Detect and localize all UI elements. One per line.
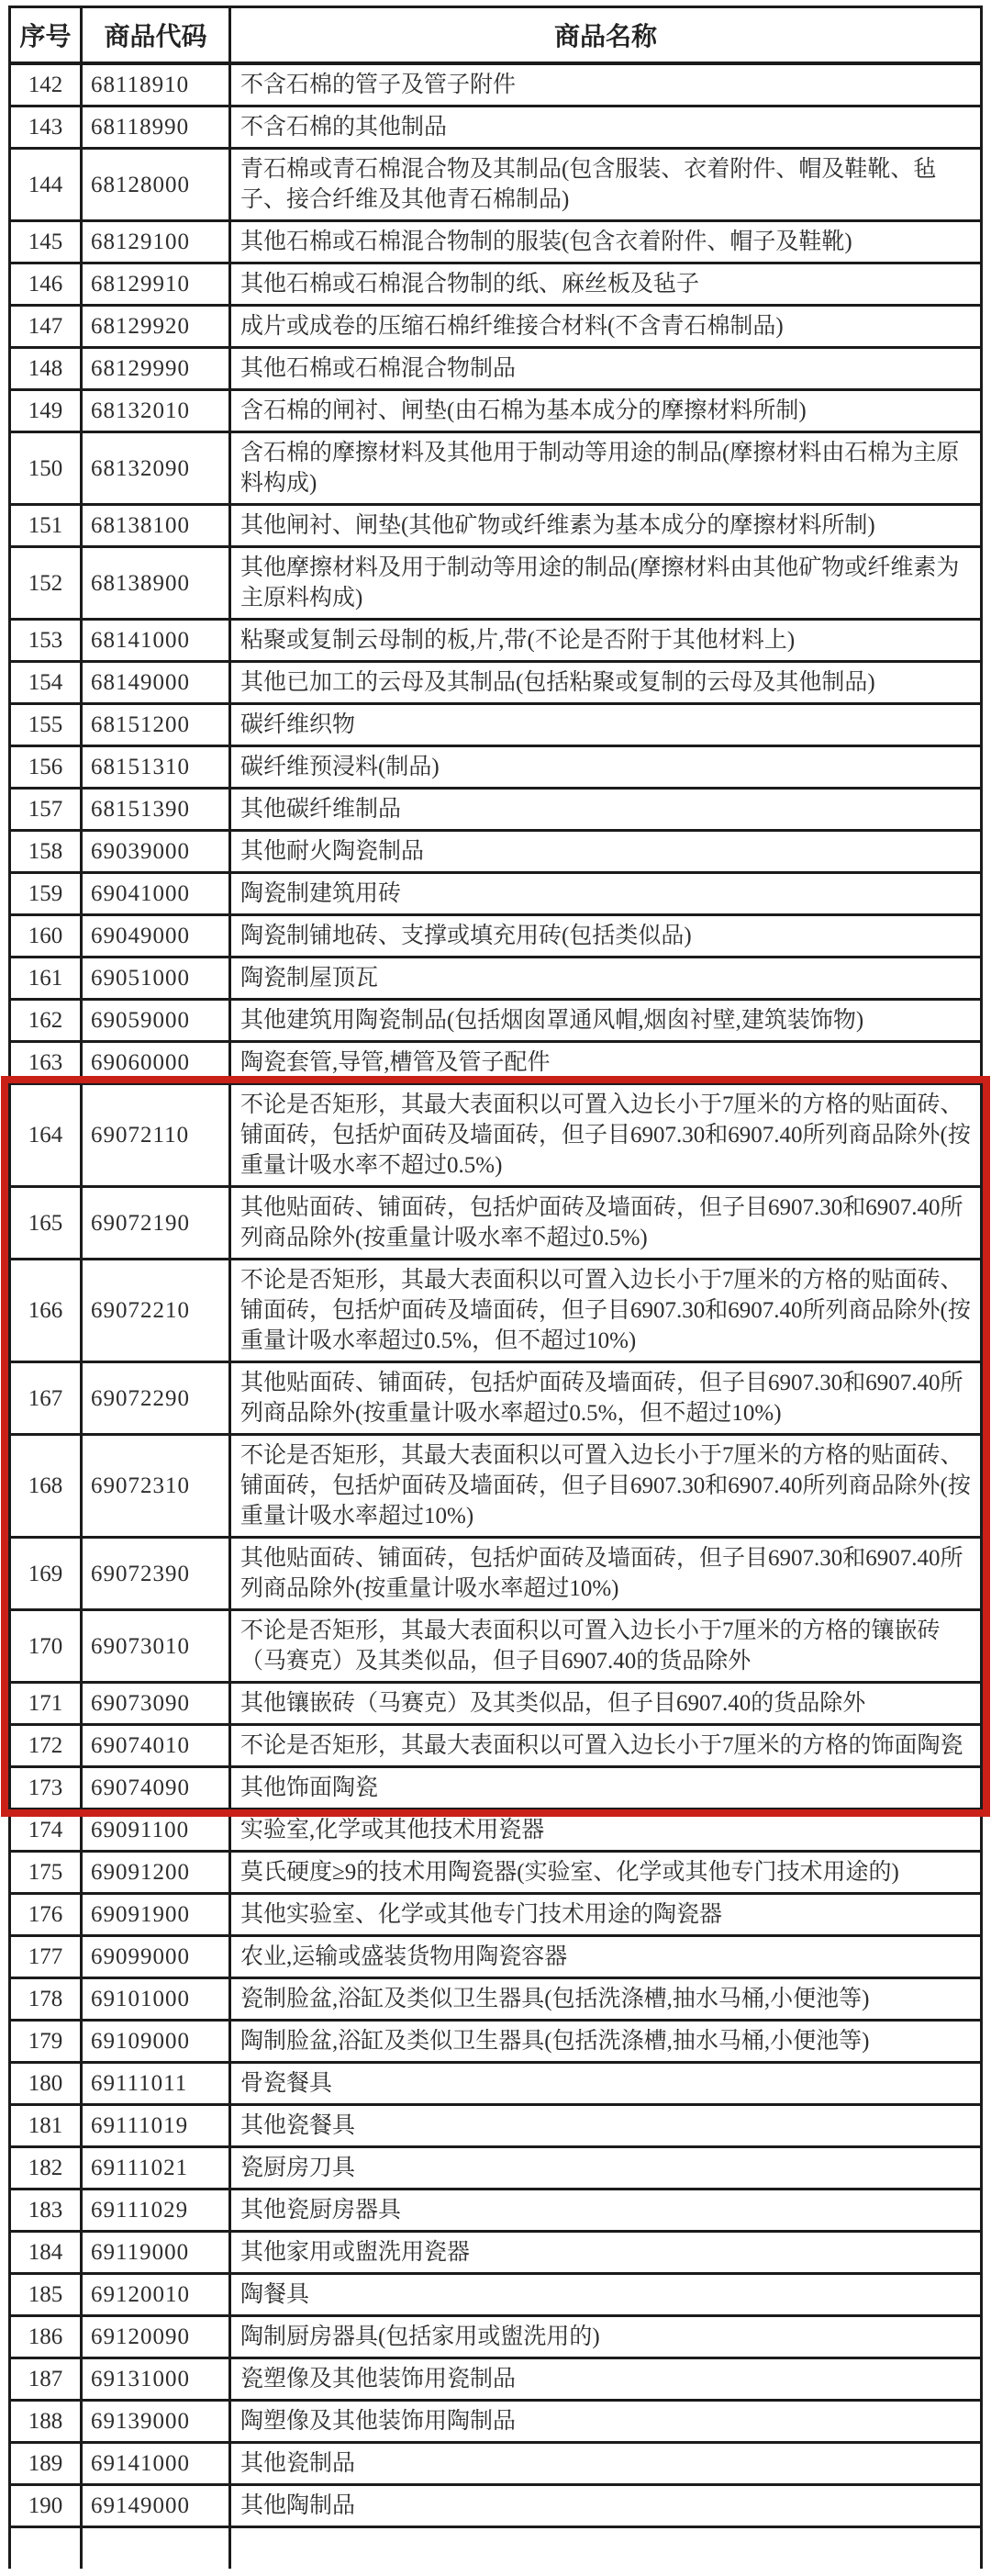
commodity-name-cell: 含石棉的摩擦材料及其他用于制动等用途的制品(摩擦材料由石棉为主原料构成) — [230, 432, 982, 505]
table-row — [10, 2190, 982, 2232]
table-row — [10, 2443, 982, 2485]
serial-number-cell: 185 — [10, 2274, 82, 2316]
table-body — [10, 63, 982, 2569]
commodity-name-cell: 不含石棉的管子及管子附件 — [230, 63, 982, 106]
table-row — [10, 1538, 982, 1610]
table-row — [10, 620, 982, 662]
table-row — [10, 1683, 982, 1725]
commodity-code-cell: 69091200 — [82, 1852, 230, 1894]
table-row — [10, 915, 982, 958]
commodity-code-cell: 68151390 — [82, 789, 230, 831]
commodity-name-cell: 瓷厨房刀具 — [230, 2147, 982, 2190]
serial-number-cell: 173 — [10, 1767, 82, 1809]
table-row — [10, 2063, 982, 2105]
commodity-code-cell: 69072310 — [82, 1435, 230, 1538]
commodity-name-cell: 其他实验室、化学或其他专门技术用途的陶瓷器 — [230, 1894, 982, 1936]
serial-number-cell: 184 — [10, 2232, 82, 2274]
commodity-name-cell: 其他石棉或石棉混合物制的服装(包含衣着附件、帽子及鞋靴) — [230, 221, 982, 263]
commodity-name-cell: 陶瓷制屋顶瓦 — [230, 958, 982, 1000]
commodity-code-cell: 69072390 — [82, 1538, 230, 1610]
serial-number-cell: 180 — [10, 2063, 82, 2105]
commodity-name-cell: 其他贴面砖、铺面砖，包括炉面砖及墙面砖，但子目6907.30和6907.40所列商品除外(按重量计吸水率超过10%) — [230, 1538, 982, 1610]
serial-number-cell: 157 — [10, 789, 82, 831]
table-row — [10, 1187, 982, 1260]
commodity-code-cell: 69131000 — [82, 2358, 230, 2401]
table-row — [10, 263, 982, 306]
table-row — [10, 958, 982, 1000]
commodity-name-cell: 其他摩擦材料及用于制动等用途的制品(摩擦材料由其他矿物或纤维素为主原料构成) — [230, 547, 982, 620]
commodity-code-cell: 68129990 — [82, 348, 230, 390]
commodity-code-cell: 69072110 — [82, 1084, 230, 1187]
serial-number-cell: 156 — [10, 746, 82, 789]
commodity-code-cell: 68151200 — [82, 704, 230, 746]
serial-number-cell: 151 — [10, 505, 82, 547]
commodity-code-cell: 68132090 — [82, 432, 230, 505]
serial-number-cell: 162 — [10, 1000, 82, 1042]
commodity-code-cell: 69059000 — [82, 1000, 230, 1042]
table-row — [10, 106, 982, 149]
commodity-code-cell: 69111021 — [82, 2147, 230, 2190]
table-row — [10, 306, 982, 348]
commodity-code-cell: 69072210 — [82, 1260, 230, 1362]
partial-cell — [82, 2527, 230, 2570]
commodity-code-cell: 69072290 — [82, 1362, 230, 1435]
commodity-code-cell: 68141000 — [82, 620, 230, 662]
commodity-name-cell: 不论是否矩形，其最大表面积以可置入边长小于7厘米的方格的镶嵌砖（马赛克）及其类似品，但子目6907.40的货品除外 — [230, 1610, 982, 1683]
table-row — [10, 1809, 982, 1852]
serial-number-cell: 161 — [10, 958, 82, 1000]
table-row — [10, 662, 982, 704]
commodity-name-cell: 陶瓷套管,导管,槽管及管子配件 — [230, 1042, 982, 1084]
commodity-name-cell: 其他石棉或石棉混合物制品 — [230, 348, 982, 390]
commodity-code-cell: 68129100 — [82, 221, 230, 263]
commodity-code-cell: 68151310 — [82, 746, 230, 789]
commodity-name-cell: 陶制厨房器具(包括家用或盥洗用的) — [230, 2316, 982, 2358]
commodity-name-cell: 不论是否矩形，其最大表面积以可置入边长小于7厘米的方格的贴面砖、铺面砖，包括炉面砖及墙面砖，但子目6907.30和6907.40所列商品除外(按重量计吸水率超过0.5%，但不超过10%) — [230, 1260, 982, 1362]
commodity-name-cell: 陶塑像及其他装饰用陶制品 — [230, 2401, 982, 2443]
serial-number-cell: 148 — [10, 348, 82, 390]
commodity-name-cell: 不含石棉的其他制品 — [230, 106, 982, 149]
partial-cell — [230, 2527, 982, 2570]
serial-number-cell: 143 — [10, 106, 82, 149]
serial-number-cell: 174 — [10, 1809, 82, 1852]
serial-number-cell: 154 — [10, 662, 82, 704]
table-row — [10, 1725, 982, 1767]
commodity-code-cell: 69101000 — [82, 1978, 230, 2021]
table-wrapper — [8, 6, 983, 2569]
serial-number-cell: 187 — [10, 2358, 82, 2401]
header-commodity-code: 商品代码 — [82, 7, 230, 64]
commodity-name-cell: 其他碳纤维制品 — [230, 789, 982, 831]
table-row — [10, 2358, 982, 2401]
commodity-name-cell: 粘聚或复制云母制的板,片,带(不论是否附于其他材料上) — [230, 620, 982, 662]
commodity-name-cell: 其他贴面砖、铺面砖，包括炉面砖及墙面砖，但子目6907.30和6907.40所列商品除外(按重量计吸水率超过0.5%，但不超过10%) — [230, 1362, 982, 1435]
commodity-code-cell: 68132010 — [82, 390, 230, 432]
commodity-name-cell: 瓷塑像及其他装饰用瓷制品 — [230, 2358, 982, 2401]
table-row — [10, 1894, 982, 1936]
commodity-name-cell: 其他瓷餐具 — [230, 2105, 982, 2147]
serial-number-cell: 146 — [10, 263, 82, 306]
commodity-name-cell: 其他闸衬、闸垫(其他矿物或纤维素为基本成分的摩擦材料所制) — [230, 505, 982, 547]
commodity-name-cell: 莫氏硬度≥9的技术用陶瓷器(实验室、化学或其他专门技术用途的) — [230, 1852, 982, 1894]
commodity-code-cell: 69141000 — [82, 2443, 230, 2485]
commodity-name-cell: 陶餐具 — [230, 2274, 982, 2316]
commodity-name-cell: 含石棉的闸衬、闸垫(由石棉为基本成分的摩擦材料所制) — [230, 390, 982, 432]
serial-number-cell: 160 — [10, 915, 82, 958]
table-row — [10, 1042, 982, 1084]
serial-number-cell: 171 — [10, 1683, 82, 1725]
serial-number-cell: 169 — [10, 1538, 82, 1610]
table-row — [10, 1084, 982, 1187]
serial-number-cell: 186 — [10, 2316, 82, 2358]
serial-number-cell: 190 — [10, 2485, 82, 2527]
table-row — [10, 547, 982, 620]
serial-number-cell: 152 — [10, 547, 82, 620]
commodity-code-cell: 69091100 — [82, 1809, 230, 1852]
commodity-code-cell: 69111029 — [82, 2190, 230, 2232]
table-row — [10, 149, 982, 221]
serial-number-cell: 188 — [10, 2401, 82, 2443]
commodity-name-cell: 成片或成卷的压缩石棉纤维接合材料(不含青石棉制品) — [230, 306, 982, 348]
table-row — [10, 221, 982, 263]
commodity-name-cell: 其他建筑用陶瓷制品(包括烟囱罩通风帽,烟囱衬壁,建筑装饰物) — [230, 1000, 982, 1042]
commodity-code-cell: 69120010 — [82, 2274, 230, 2316]
commodity-name-cell: 碳纤维织物 — [230, 704, 982, 746]
commodity-name-cell: 陶制脸盆,浴缸及类似卫生器具(包括洗涤槽,抽水马桶,小便池等) — [230, 2021, 982, 2063]
commodity-code-cell: 69051000 — [82, 958, 230, 1000]
commodity-name-cell: 不论是否矩形，其最大表面积以可置入边长小于7厘米的方格的贴面砖、铺面砖，包括炉面砖及墙面砖，但子目6907.30和6907.40所列商品除外(按重量计吸水率超过10%) — [230, 1435, 982, 1538]
table-row — [10, 789, 982, 831]
commodity-code-cell: 69049000 — [82, 915, 230, 958]
commodity-name-cell: 其他家用或盥洗用瓷器 — [230, 2232, 982, 2274]
serial-number-cell: 147 — [10, 306, 82, 348]
commodity-name-cell: 青石棉或青石棉混合物及其制品(包含服装、衣着附件、帽及鞋靴、毡子、接合纤维及其他青石棉制品) — [230, 149, 982, 221]
table-row — [10, 2401, 982, 2443]
serial-number-cell: 158 — [10, 831, 82, 873]
commodity-name-cell: 其他饰面陶瓷 — [230, 1767, 982, 1809]
commodity-name-cell: 其他瓷制品 — [230, 2443, 982, 2485]
commodity-code-cell: 69073010 — [82, 1610, 230, 1683]
commodity-code-cell: 69060000 — [82, 1042, 230, 1084]
commodity-name-cell: 其他耐火陶瓷制品 — [230, 831, 982, 873]
table-row — [10, 1767, 982, 1809]
serial-number-cell: 159 — [10, 873, 82, 915]
commodity-code-cell: 69109000 — [82, 2021, 230, 2063]
serial-number-cell: 164 — [10, 1084, 82, 1187]
table-row — [10, 432, 982, 505]
commodity-code-cell: 68128000 — [82, 149, 230, 221]
commodity-name-cell: 其他陶制品 — [230, 2485, 982, 2527]
commodity-name-cell: 陶瓷制建筑用砖 — [230, 873, 982, 915]
commodity-code-cell: 69039000 — [82, 831, 230, 873]
table-row — [10, 1362, 982, 1435]
serial-number-cell: 168 — [10, 1435, 82, 1538]
serial-number-cell: 181 — [10, 2105, 82, 2147]
table-row — [10, 1978, 982, 2021]
commodity-name-cell: 农业,运输或盛装货物用陶瓷容器 — [230, 1936, 982, 1978]
commodity-code-cell: 68149000 — [82, 662, 230, 704]
commodity-name-cell: 其他已加工的云母及其制品(包括粘聚或复制的云母及其他制品) — [230, 662, 982, 704]
serial-number-cell: 182 — [10, 2147, 82, 2190]
commodity-name-cell: 其他贴面砖、铺面砖，包括炉面砖及墙面砖，但子目6907.30和6907.40所列商品除外(按重量计吸水率不超过0.5%) — [230, 1187, 982, 1260]
serial-number-cell: 153 — [10, 620, 82, 662]
serial-number-cell: 142 — [10, 63, 82, 106]
serial-number-cell: 177 — [10, 1936, 82, 1978]
table-row — [10, 2105, 982, 2147]
commodity-name-cell: 其他石棉或石棉混合物制的纸、麻丝板及毡子 — [230, 263, 982, 306]
commodity-code-cell: 68138100 — [82, 505, 230, 547]
table-row — [10, 704, 982, 746]
table-row — [10, 1610, 982, 1683]
commodity-code-cell: 68118990 — [82, 106, 230, 149]
serial-number-cell: 163 — [10, 1042, 82, 1084]
serial-number-cell: 165 — [10, 1187, 82, 1260]
serial-number-cell: 176 — [10, 1894, 82, 1936]
commodity-code-cell: 68129910 — [82, 263, 230, 306]
commodity-code-cell: 69091900 — [82, 1894, 230, 1936]
commodity-code-cell: 68129920 — [82, 306, 230, 348]
serial-number-cell: 179 — [10, 2021, 82, 2063]
table-row — [10, 348, 982, 390]
commodity-name-cell: 不论是否矩形，其最大表面积以可置入边长小于7厘米的方格的饰面陶瓷 — [230, 1725, 982, 1767]
serial-number-cell: 170 — [10, 1610, 82, 1683]
header-row — [10, 7, 982, 64]
table-row — [10, 2232, 982, 2274]
commodity-code-cell: 68138900 — [82, 547, 230, 620]
commodity-code-cell: 69120090 — [82, 2316, 230, 2358]
table-row — [10, 63, 982, 106]
table-row — [10, 1260, 982, 1362]
commodity-code-cell: 69072190 — [82, 1187, 230, 1260]
commodity-name-cell: 骨瓷餐具 — [230, 2063, 982, 2105]
serial-number-cell: 189 — [10, 2443, 82, 2485]
table-row — [10, 2274, 982, 2316]
table-row — [10, 390, 982, 432]
serial-number-cell: 172 — [10, 1725, 82, 1767]
commodity-code-table — [8, 6, 983, 2569]
table-row — [10, 1000, 982, 1042]
commodity-code-cell: 69119000 — [82, 2232, 230, 2274]
commodity-code-cell: 69073090 — [82, 1683, 230, 1725]
commodity-code-cell: 69111011 — [82, 2063, 230, 2105]
commodity-name-cell: 碳纤维预浸料(制品) — [230, 746, 982, 789]
serial-number-cell: 175 — [10, 1852, 82, 1894]
commodity-name-cell: 瓷制脸盆,浴缸及类似卫生器具(包括洗涤槽,抽水马桶,小便池等) — [230, 1978, 982, 2021]
table-row — [10, 2316, 982, 2358]
table-row — [10, 2021, 982, 2063]
table-row — [10, 2147, 982, 2190]
commodity-name-cell: 不论是否矩形，其最大表面积以可置入边长小于7厘米的方格的贴面砖、铺面砖，包括炉面砖及墙面砖，但子目6907.30和6907.40所列商品除外(按重量计吸水率不超过0.5%) — [230, 1084, 982, 1187]
table-row — [10, 746, 982, 789]
partial-cell — [10, 2527, 82, 2570]
table-row — [10, 1852, 982, 1894]
serial-number-cell: 149 — [10, 390, 82, 432]
serial-number-cell: 155 — [10, 704, 82, 746]
commodity-name-cell: 实验室,化学或其他技术用瓷器 — [230, 1809, 982, 1852]
serial-number-cell: 166 — [10, 1260, 82, 1362]
table-row — [10, 873, 982, 915]
serial-number-cell: 183 — [10, 2190, 82, 2232]
table-row — [10, 1936, 982, 1978]
commodity-code-cell: 69041000 — [82, 873, 230, 915]
commodity-name-cell: 陶瓷制铺地砖、支撑或填充用砖(包括类似品) — [230, 915, 982, 958]
table-row — [10, 505, 982, 547]
serial-number-cell: 150 — [10, 432, 82, 505]
commodity-name-cell: 其他瓷厨房器具 — [230, 2190, 982, 2232]
table-row — [10, 831, 982, 873]
commodity-code-cell: 69074010 — [82, 1725, 230, 1767]
commodity-code-cell: 69149000 — [82, 2485, 230, 2527]
serial-number-cell: 144 — [10, 149, 82, 221]
header-commodity-name: 商品名称 — [230, 7, 982, 64]
commodity-code-cell: 69111019 — [82, 2105, 230, 2147]
commodity-code-cell: 69139000 — [82, 2401, 230, 2443]
partial-row — [10, 2527, 982, 2570]
serial-number-cell: 145 — [10, 221, 82, 263]
header-serial-number: 序号 — [10, 7, 82, 64]
commodity-code-cell: 68118910 — [82, 63, 230, 106]
serial-number-cell: 167 — [10, 1362, 82, 1435]
commodity-code-cell: 69099000 — [82, 1936, 230, 1978]
commodity-code-cell: 69074090 — [82, 1767, 230, 1809]
serial-number-cell: 178 — [10, 1978, 82, 2021]
table-row — [10, 2485, 982, 2527]
table-row — [10, 1435, 982, 1538]
commodity-name-cell: 其他镶嵌砖（马赛克）及其类似品，但子目6907.40的货品除外 — [230, 1683, 982, 1725]
